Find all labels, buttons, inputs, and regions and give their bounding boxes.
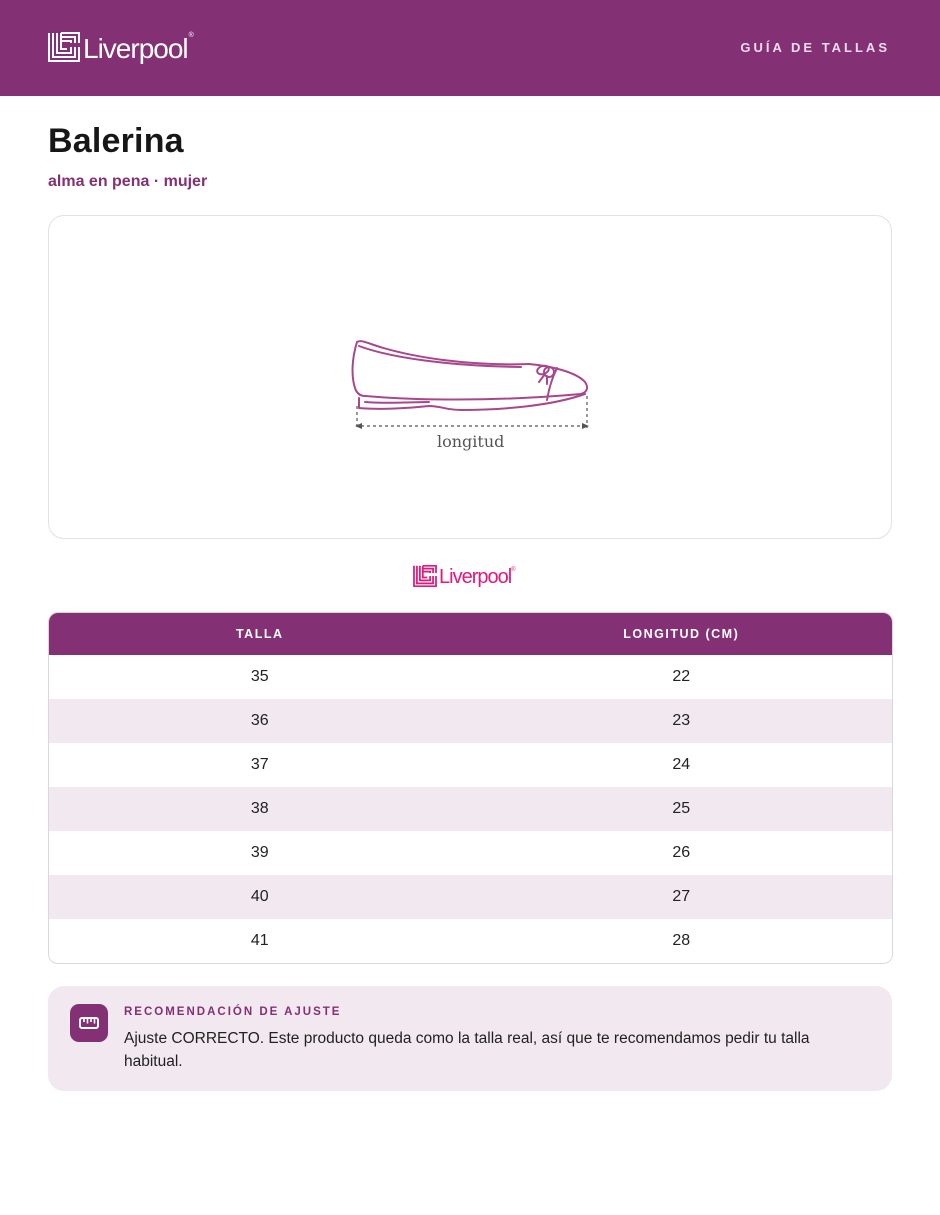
recommendation-text: Ajuste CORRECTO. Este producto queda como la talla real, así que te recomendamos pedir tu talla habitual. [124, 1030, 810, 1070]
size-cell: 35 [250, 668, 269, 685]
table-row [49, 743, 892, 787]
size-guide-link[interactable]: GUÍA DE TALLAS [740, 40, 890, 55]
liverpool-brand-logo: Liverpool ® [413, 562, 516, 590]
top-header [0, 0, 940, 96]
length-cell: 25 [672, 800, 691, 817]
table-row [49, 655, 892, 699]
length-cell: 27 [672, 888, 691, 905]
fit-recommendation [48, 986, 892, 1091]
table-row [49, 787, 892, 831]
size-table [48, 612, 893, 964]
liverpool-pink-logo-icon [413, 565, 437, 587]
ruler-icon-svg [70, 1004, 108, 1042]
table-row [49, 919, 892, 963]
liverpool-logo-icon [48, 32, 80, 62]
brand-name-pink: Liverpool [439, 566, 512, 588]
table-row [49, 875, 892, 919]
size-cell: 36 [250, 712, 269, 729]
liverpool-logo[interactable]: Liverpool ® [48, 28, 194, 66]
length-cell: 24 [672, 756, 691, 773]
shoe-illustration-card [48, 215, 892, 539]
length-cell: 26 [672, 844, 691, 861]
length-cell: 23 [672, 712, 691, 729]
page-title: Balerina [48, 122, 184, 160]
size-cell: 38 [250, 800, 269, 817]
size-cell: 39 [250, 844, 269, 861]
product-subtitle: alma en pena · mujer [48, 173, 208, 190]
measure-label: longitud [437, 432, 505, 451]
ruler-icon [70, 1004, 108, 1042]
table-header [49, 613, 892, 655]
column-header-length: LONGITUD (CM) [623, 627, 740, 641]
table-row [49, 831, 892, 875]
size-cell: 41 [250, 932, 269, 949]
recommendation-title: RECOMENDACIÓN DE AJUSTE [124, 1006, 342, 1018]
size-cell: 37 [250, 756, 269, 773]
length-cell: 28 [672, 932, 691, 949]
column-header-size: TALLA [235, 627, 284, 641]
length-cell: 22 [672, 668, 691, 685]
table-row [49, 699, 892, 743]
brand-name: Liverpool [83, 33, 188, 64]
table-body [49, 655, 892, 963]
size-cell: 40 [250, 888, 269, 905]
